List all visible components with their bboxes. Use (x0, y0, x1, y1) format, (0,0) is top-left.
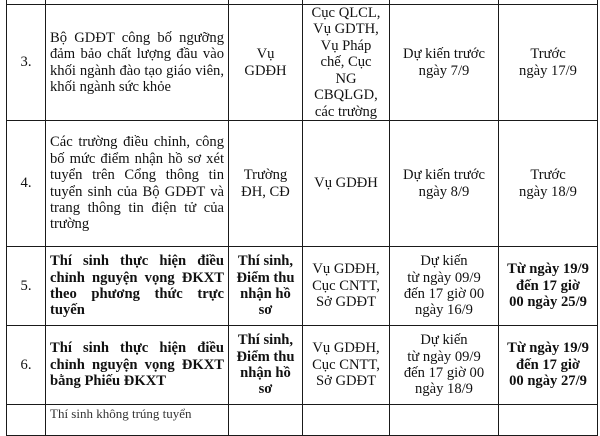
cell-time (390, 405, 499, 436)
deadline-line: ngày 17/9 (519, 62, 577, 79)
expected-time-line: ngày 16/9 (415, 302, 473, 319)
coordinating-unit-line: Vụ Pháp (320, 37, 372, 54)
row-number: 5. (7, 247, 46, 326)
deadline (499, 326, 598, 405)
deadline (499, 5, 598, 121)
coordinating-units (303, 121, 390, 247)
row-number: 4. (7, 121, 46, 247)
coordinating-units (303, 247, 390, 326)
lead-unit (229, 247, 303, 326)
task-description: Thí sinh thực hiện điều chỉnh nguyện vọng ĐKXT bằng Phiếu ĐKXT (46, 326, 229, 405)
coordinating-unit-line: Vụ GDTH, (313, 21, 379, 38)
lead-unit-line: nhận hồ (240, 365, 291, 381)
coordinating-unit-line: Cục CNTT, (312, 356, 380, 373)
coordinating-units (303, 5, 390, 121)
cell-task (46, 405, 229, 436)
deadline-line: 00 ngày 27/9 (509, 373, 587, 390)
expected-time-line: Dự kiến (420, 253, 468, 270)
deadline-line: Từ ngày 19/9 (507, 261, 589, 278)
row-number: 3. (7, 5, 46, 121)
deadline-line: Trước (530, 167, 566, 184)
table-row (7, 247, 598, 326)
lead-unit-line: sơ (258, 381, 273, 398)
deadline (499, 247, 598, 326)
table-row-partial-bottom (7, 405, 598, 436)
expected-time-line: từ ngày 09/9 (407, 348, 481, 365)
coordinating-unit-line: Vụ GDĐH, (312, 340, 380, 357)
lead-unit-line: nhận hồ (240, 286, 291, 302)
expected-time (390, 326, 499, 405)
lead-unit-line: Thí sinh, (237, 332, 294, 349)
lead-unit (229, 5, 303, 121)
expected-time-line: ngày 18/9 (415, 381, 473, 398)
coordinating-units (303, 326, 390, 405)
lead-unit-line: Thí sinh, (237, 253, 294, 270)
expected-time (390, 5, 499, 121)
expected-time-line: từ ngày 09/9 (407, 269, 481, 286)
expected-time-line: Dự kiến trước (403, 167, 485, 184)
lead-unit-line: sơ (258, 302, 273, 319)
cell-deadline (499, 405, 598, 436)
coordinating-unit-line: CBQLGD, (314, 87, 378, 104)
cell-lead (229, 405, 303, 436)
deadline-line: ngày 18/9 (519, 183, 577, 200)
deadline-line: 00 ngày 25/9 (509, 294, 587, 311)
expected-time-line: đến 17 giờ 00 (403, 286, 485, 302)
lead-unit-line: Vụ (256, 46, 275, 63)
task-description: Thí sinh thực hiện điều chỉnh nguyện vọng ĐKXT theo phương thức trực tuyến (46, 247, 229, 326)
deadline (499, 121, 598, 247)
expected-time-line: ngày 8/9 (418, 183, 470, 200)
expected-time-line: Dự kiến trước (403, 46, 485, 63)
lead-unit (229, 326, 303, 405)
task-description: Các trường điều chỉnh, công bố mức điểm nhận hồ sơ xét tuyển trên Cổng thông tin tuyển sinh của Bộ GDĐT và trang thông tin điện tử của trường (46, 121, 229, 247)
table-row (7, 5, 598, 121)
partial-task-text: Thí sinh không trúng tuyển (50, 406, 192, 421)
lead-unit-line: Điểm thu (236, 348, 295, 365)
expected-time-line: ngày 7/9 (418, 62, 470, 79)
cell-coordinate (303, 405, 390, 436)
coordinating-unit-line: Sở GDĐT (315, 294, 376, 311)
task-description: Bộ GDĐT công bố ngưỡng đảm bảo chất lượng đầu vào khối ngành đào tạo giáo viên, khối ngành sức khỏe (46, 5, 229, 121)
lead-unit-line: Trường (243, 167, 288, 184)
coordinating-unit-line: Vụ GDĐH (314, 175, 378, 192)
schedule-table (6, 0, 598, 436)
expected-time (390, 121, 499, 247)
lead-unit-line: Điểm thu (236, 269, 295, 286)
coordinating-unit-line: các trường (314, 103, 378, 120)
expected-time-line: Dự kiến (420, 332, 468, 349)
expected-time-line: đến 17 giờ 00 (403, 365, 485, 381)
table-row (7, 121, 598, 247)
deadline-line: đến 17 giờ (515, 277, 581, 294)
deadline-line: Từ ngày 19/9 (507, 340, 589, 357)
coordinating-unit-line: Sở GDĐT (315, 373, 376, 390)
coordinating-unit-line: NG (335, 70, 357, 87)
deadline-line: Trước (530, 46, 566, 63)
lead-unit-line: GDĐH (244, 62, 287, 79)
table-row (7, 326, 598, 405)
lead-unit-line: ĐH, CĐ (241, 183, 290, 200)
expected-time (390, 247, 499, 326)
row-number: 6. (7, 326, 46, 405)
coordinating-unit-line: Cục QLCL, (311, 5, 381, 22)
cell-no (7, 405, 46, 436)
deadline-line: đến 17 giờ (515, 356, 581, 373)
coordinating-unit-line: Cục CNTT, (312, 277, 380, 294)
coordinating-unit-line: Vụ GDĐH, (312, 261, 380, 278)
lead-unit (229, 121, 303, 247)
coordinating-unit-line: chế, Cục (320, 54, 372, 71)
